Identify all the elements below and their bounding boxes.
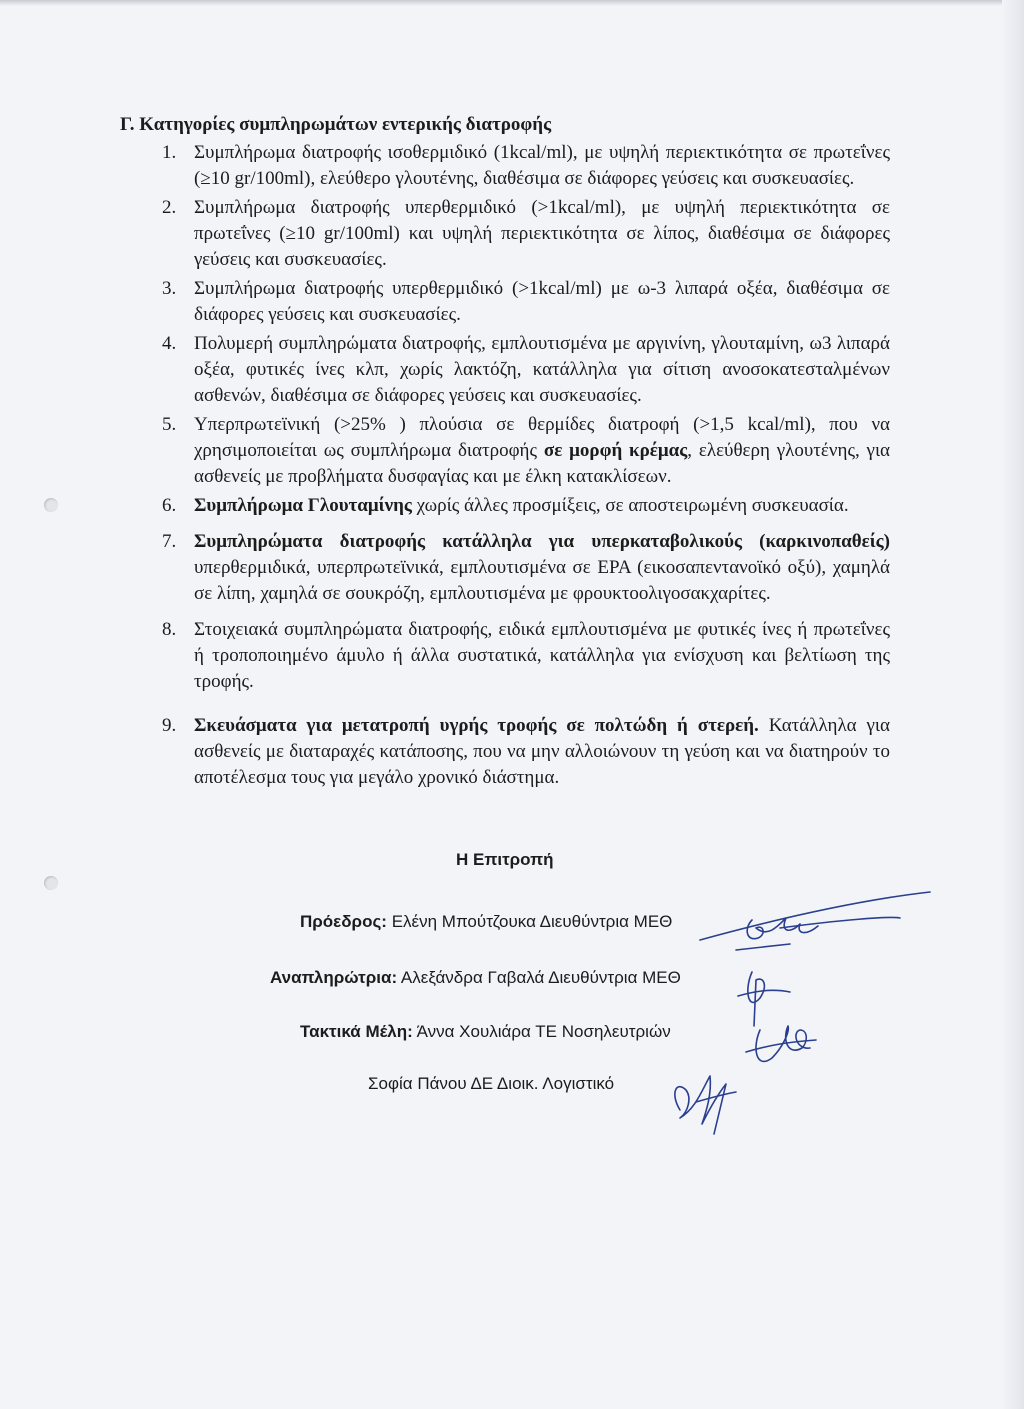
top-edge-shadow [0, 0, 1024, 6]
item-text-bold: Συμπληρώματα διατροφής κατάλληλα για υπερκαταβολικούς (καρκινοπαθείς) [194, 531, 890, 552]
deputy-name: Αλεξάνδρα Γαβαλά Διευθύντρια ΜΕΘ [397, 968, 681, 987]
item-number: 8. [162, 619, 177, 640]
signature-stroke [700, 892, 930, 940]
section-heading: Γ. Κατηγορίες συμπληρωμάτων εντερικής διατροφής [120, 114, 552, 135]
signature-stroke [675, 1076, 726, 1134]
members-line [300, 1022, 671, 1042]
signature-stroke [738, 990, 790, 996]
item-text: Κατάλληλα για ασθενείς με διαταραχές κατάποσης, που να μην αλλοιώνουν τη γεύση και να διατηρούν το αποτέλεσμα τους για μεγάλο χρονικό διάστημα. [194, 715, 890, 788]
item-text: Συμπλήρωμα διατροφής υπερθερμιδικό (>1kcal/ml) με ω-3 λιπαρά οξέα, διαθέσιμα σε διάφορες γεύσεις και συσκευασίες. [194, 278, 890, 325]
item-number: 9. [162, 715, 177, 736]
item-number: 3. [162, 278, 177, 299]
committee-title: Η Επιτροπή [456, 850, 554, 869]
members-label: Τακτικά Μέλη: [300, 1022, 413, 1041]
president-line [300, 912, 672, 932]
list-item [120, 493, 890, 519]
member-name: Άννα Χουλιάρα ΤΕ Νοσηλευτριών [412, 1022, 671, 1041]
president-label: Πρόεδρος: [300, 912, 387, 931]
list-item [120, 412, 890, 490]
item-text-bold: Συμπλήρωμα Γλουταμίνης [194, 495, 412, 516]
list-item [120, 529, 890, 607]
list-item [120, 713, 890, 791]
item-text: χωρίς άλλες προσμίξεις, σε αποστειρωμένη συσκευασία. [411, 495, 849, 516]
signature-stroke [748, 972, 765, 1026]
item-text: Συμπλήρωμα διατροφής υπερθερμιδικό (>1kcal/ml), με υψηλή περιεκτικότητα σε πρωτεΐνες (≥10 gr/100ml) και υψηλή περιεκτικότητα σε λίπος, διαθέσιμα σε διάφορες γεύσεις και συσκευασίες. [194, 197, 890, 270]
item-number: 2. [162, 197, 177, 218]
item-text: Συμπλήρωμα διατροφής ισοθερμιδικό (1kcal/ml), με υψηλή περιεκτικότητα σε πρωτεΐνες (≥10 gr/100ml), ελεύθερο γλουτένης, διαθέσιμα σε διάφορες γεύσεις και συσκευασίες. [194, 142, 890, 189]
item-text: Πολυμερή συμπληρώματα διατροφής, εμπλουτισμένα με αργινίνη, γλουταμίνη, ω3 λιπαρά οξέα, φυτικές ίνες κλπ, χωρίς λακτόζη, κατάλληλα για σίτιση ανοσοκατεσταλμένων ασθενών, διαθέσιμα σε διάφορες γεύσεις και συσκευασίες. [194, 333, 890, 406]
deputy-label: Αναπληρώτρια: [270, 968, 398, 987]
item-text-bold: σε μορφή κρέμας [543, 440, 688, 461]
item-text: Στοιχειακά συμπληρώματα διατροφής, ειδικά εμπλουτισμένα με φυτικές ίνες ή πρωτεΐνες ή τροποποιημένο άμυλο ή άλλα συστατικά, κατάλληλα για ενίσχυση και βελτίωση της τροφής. [194, 619, 890, 692]
list-item [120, 276, 890, 328]
item-text: υπερθερμιδικά, υπερπρωτεϊνικά, εμπλουτισμένα σε ΕΡΑ (εικοσαπεντανοϊκό οξύ), χαμηλά σε λίπη, χαμηλά σε σουκρόζη, εμπλουτισμένα με φρουκτοολιγοσακχαρίτες. [194, 557, 890, 604]
signature-stroke [696, 1092, 736, 1102]
item-number: 6. [162, 495, 177, 516]
member2-line [368, 1074, 614, 1094]
item-number: 5. [162, 414, 177, 435]
item-number: 7. [162, 531, 177, 552]
list-item [120, 195, 890, 273]
item-number: 4. [162, 333, 177, 354]
handwritten-signatures [640, 880, 940, 1140]
list-item [120, 331, 890, 409]
right-edge-shadow [1002, 0, 1024, 1409]
punch-hole-bottom [44, 876, 58, 890]
document-body [120, 112, 890, 794]
list-item [120, 617, 890, 695]
supplement-list [120, 140, 890, 791]
punch-hole-top [44, 498, 58, 512]
list-item [120, 140, 890, 192]
president-name: Ελένη Μπούτζουκα Διευθύντρια ΜΕΘ [386, 912, 673, 931]
item-text-bold: Σκευάσματα για μετατροπή υγρής τροφής σε πολτώδη ή στερεή. [194, 715, 759, 736]
member-name: Σοφία Πάνου ΔΕ Διοικ. Λογιστικό [368, 1074, 615, 1093]
item-number: 1. [162, 142, 177, 163]
signature-stroke [736, 944, 790, 950]
item-text: Υπερπρωτεϊνική (>25% ) πλούσια σε θερμίδες διατροφή (>1,5 kcal/ml), που να χρησιμοποιείται ως συμπλήρωμα διατροφής [194, 414, 890, 461]
item-text: , ελεύθερη γλουτένης, για ασθενείς με προβλήματα δυσφαγίας και με έλκη κατακλίσεων. [194, 440, 891, 487]
deputy-line [270, 968, 681, 988]
